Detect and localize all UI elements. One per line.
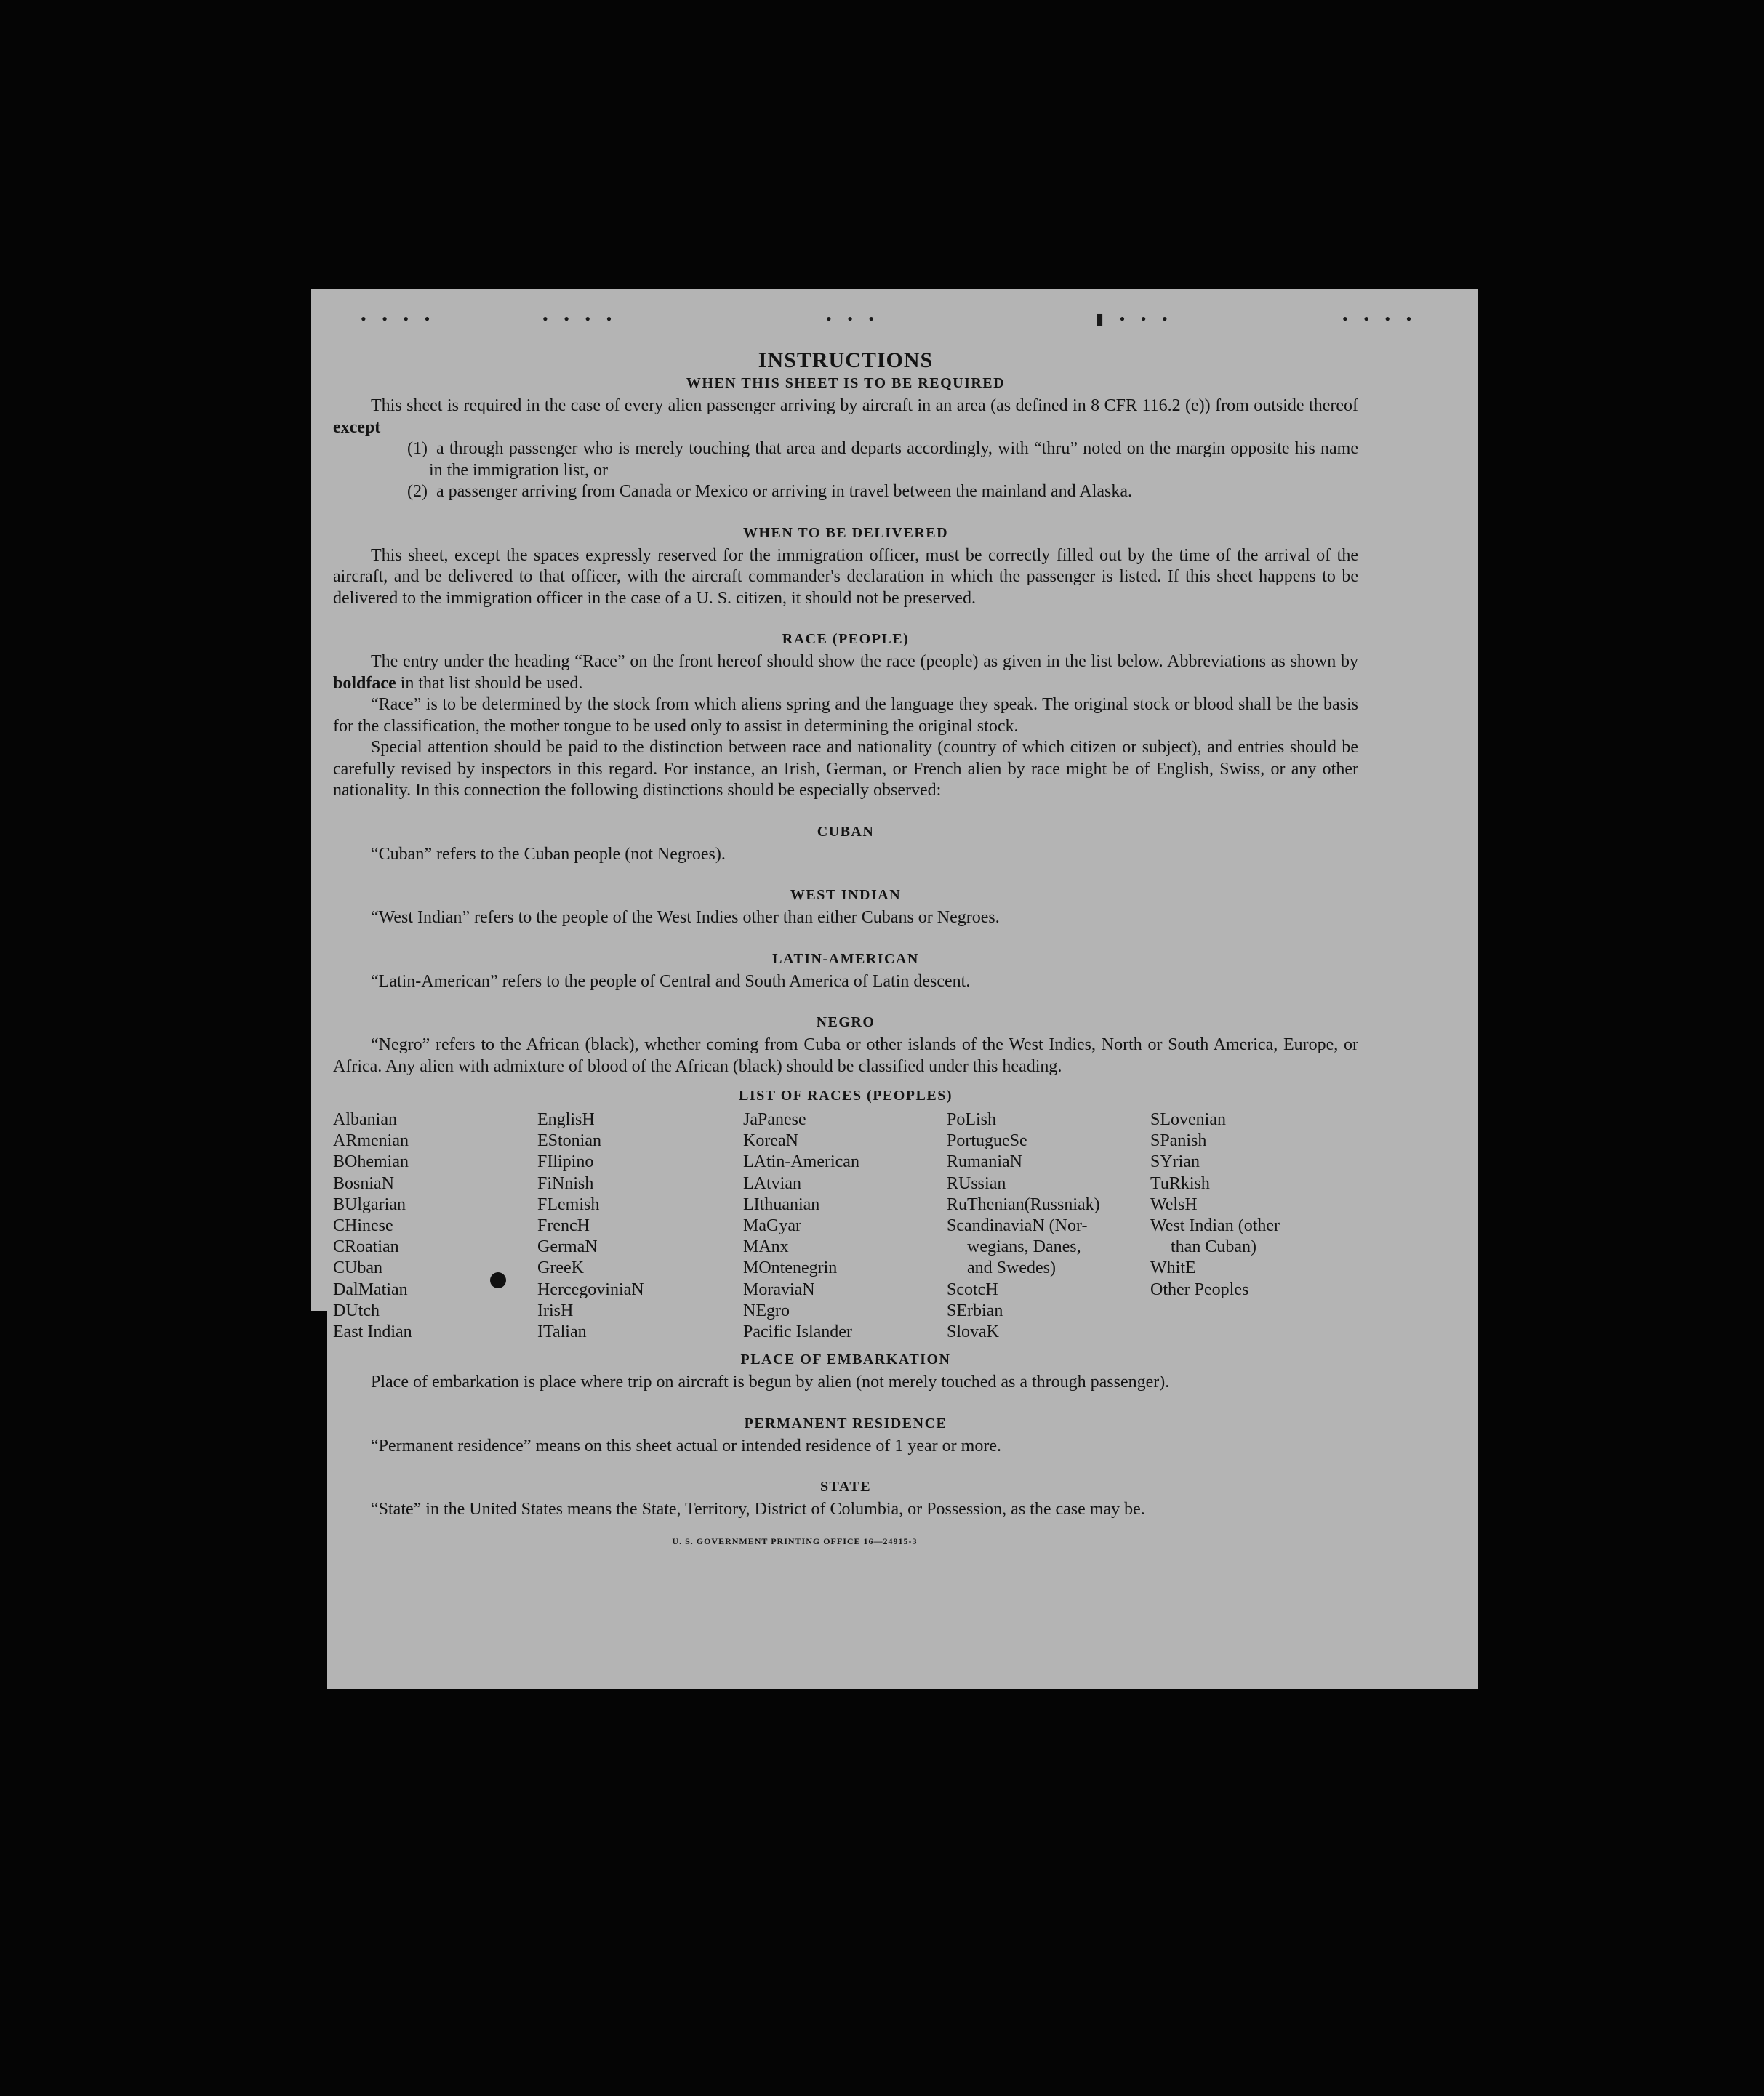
race-list-item: FLemish xyxy=(537,1194,600,1214)
latin-american-text: “Latin-American” refers to the people of Central and South America of Latin descent. xyxy=(371,971,971,991)
race-list-item: and Swedes) xyxy=(967,1258,1056,1278)
section-heading-race: RACE (PEOPLE) xyxy=(782,631,910,647)
section-heading-cuban: CUBAN xyxy=(817,823,875,840)
race-list-item: CRoatian xyxy=(333,1237,399,1257)
race-list-item: DalMatian xyxy=(333,1280,408,1299)
race-list-item: MaGyar xyxy=(743,1216,801,1236)
race-list-item: HercegoviniaN xyxy=(537,1280,644,1299)
race-list-item: ITalian xyxy=(537,1322,587,1342)
race-list-column-3 xyxy=(743,1109,947,1343)
cuban-text: “Cuban” refers to the Cuban people (not Negroes). xyxy=(371,844,726,864)
printer-imprint: U. S. GOVERNMENT PRINTING OFFICE 16—24915-3 xyxy=(672,1535,918,1546)
race-list xyxy=(333,1109,1358,1343)
race-paragraph-1: The entry under the heading “Race” on the front hereof should show the race (people) as given in the list below. Abbreviations as shown by boldface in that list should be used. xyxy=(333,652,1358,693)
residence-text: “Permanent residence” means on this sheet actual or intended residence of 1 year or more. xyxy=(371,1436,1001,1455)
race-list-item: GreeK xyxy=(537,1258,584,1278)
race-list-item: SlovaK xyxy=(947,1322,999,1342)
race-list-item: BUlgarian xyxy=(333,1194,406,1214)
section-heading-state: STATE xyxy=(819,1479,872,1495)
exception-item-2: (2) a passenger arriving from Canada or Mexico or arriving in travel between the mainland and Alaska. xyxy=(407,482,1132,501)
race-list-item: BOhemian xyxy=(333,1152,409,1172)
instructions-content xyxy=(333,348,1358,1552)
embarkation-text: Place of embarkation is place where trip on aircraft is begun by alien (not merely touched as a through passenger). xyxy=(371,1373,1170,1392)
delivered-text: This sheet, except the spaces expressly reserved for the immigration officer, must be correctly filled out by the time of the arrival of the aircraft, and be delivered to that officer, with the aircraft commander's declaration in which the passenger is listed. If this sheet happens to be delivered to the immigration officer in the case of a U. S. citizen, it should not be preserved. xyxy=(333,545,1358,608)
punch-marks: • • • • • • • • • • • ▮ • • • • • • • xyxy=(361,310,1418,328)
section-heading-negro: NEGRO xyxy=(816,1014,875,1030)
page-title: INSTRUCTIONS xyxy=(758,348,934,372)
race-list-item: SPanish xyxy=(1150,1131,1207,1151)
race-list-item: Pacific Islander xyxy=(743,1322,852,1342)
race-list-item: PoLish xyxy=(947,1110,997,1129)
race-list-item: MOntenegrin xyxy=(743,1258,838,1278)
race-list-item: SLovenian xyxy=(1150,1110,1226,1129)
race-list-item: BosniaN xyxy=(333,1173,394,1193)
race-list-item: MoraviaN xyxy=(743,1280,815,1299)
race-list-item: FiNnish xyxy=(537,1173,594,1193)
race-list-item: West Indian (other xyxy=(1150,1216,1280,1236)
race-list-item: RuThenian(Russniak) xyxy=(947,1194,1100,1214)
race-list-item: LIthuanian xyxy=(743,1194,820,1214)
race-list-item: SErbian xyxy=(947,1301,1003,1320)
race-list-item: LAtin-American xyxy=(743,1152,859,1172)
race-list-item: RumaniaN xyxy=(947,1152,1022,1172)
race-list-item: ARmenian xyxy=(333,1131,409,1151)
section-heading-latin-american: LATIN-AMERICAN xyxy=(772,950,919,967)
race-list-column-4 xyxy=(947,1109,1150,1343)
section-heading-west-indian: WEST INDIAN xyxy=(790,887,902,903)
required-intro: This sheet is required in the case of every alien passenger arriving by aircraft in an area (as defined in 8 CFR 116.2 (e)) from outside thereof except xyxy=(333,396,1358,437)
race-list-column-5 xyxy=(1150,1109,1354,1343)
section-heading-required: WHEN THIS SHEET IS TO BE REQUIRED xyxy=(686,375,1006,391)
section-heading-delivered: WHEN TO BE DELIVERED xyxy=(742,524,949,541)
section-heading-embarkation: PLACE OF EMBARKATION xyxy=(740,1352,951,1368)
negro-text: “Negro” refers to the African (black), whether coming from Cuba or other islands of the West Indies, North or South America, Europe, or Africa. Any alien with admixture of blood of the African (black) should be classified under this heading. xyxy=(333,1035,1358,1076)
race-list-item: GermaN xyxy=(537,1237,598,1257)
state-text: “State” in the United States means the State, Territory, District of Columbia, or Possession, as the case may be. xyxy=(371,1500,1145,1519)
race-list-item: MAnx xyxy=(743,1237,789,1257)
race-list-item: EStonian xyxy=(537,1131,601,1151)
race-list-item: SYrian xyxy=(1150,1152,1200,1172)
race-list-item: TuRkish xyxy=(1150,1173,1210,1193)
west-indian-text: “West Indian” refers to the people of the West Indies other than either Cubans or Negroes. xyxy=(371,908,1000,927)
race-list-item: KoreaN xyxy=(743,1131,798,1151)
section-heading-residence: PERMANENT RESIDENCE xyxy=(744,1415,947,1432)
race-list-item: FrencH xyxy=(537,1216,590,1236)
race-list-item: WhitE xyxy=(1150,1258,1196,1278)
race-list-item: wegians, Danes, xyxy=(967,1237,1081,1257)
race-list-item: Albanian xyxy=(333,1110,397,1129)
race-paragraph-3: Special attention should be paid to the distinction between race and nationality (country of which citizen or subject), and entries should be carefully revised by inspectors in this regard. For instance, an Irish, German, or French alien by race might be of English, Swiss, or any other nationality. In this connection the following distinctions should be especially observed: xyxy=(333,738,1358,800)
race-list-item: CHinese xyxy=(333,1216,393,1236)
exception-item-1: (1) a through passenger who is merely touching that area and departs accordingly, with “thru” noted on the margin opposite his name in the immigration list, or xyxy=(407,439,1358,480)
race-list-item: than Cuban) xyxy=(1171,1237,1256,1257)
race-list-item: JaPanese xyxy=(743,1110,806,1129)
race-list-item: ScandinaviaN (Nor- xyxy=(947,1216,1088,1236)
race-list-item: FIlipino xyxy=(537,1152,594,1172)
sheet-edge-shadow xyxy=(311,1311,327,1689)
race-list-item: IrisH xyxy=(537,1301,574,1320)
document-sheet xyxy=(311,289,1478,1689)
race-list-item: LAtvian xyxy=(743,1173,801,1193)
race-paragraph-2: “Race” is to be determined by the stock from which aliens spring and the language they speak. The original stock or blood shall be the basis for the classification, the mother tongue to be used only to assist in determining the original stock. xyxy=(333,695,1358,736)
race-list-item: Other Peoples xyxy=(1150,1280,1249,1299)
race-list-item: DUtch xyxy=(333,1301,380,1320)
race-list-item: NEgro xyxy=(743,1301,790,1320)
section-heading-race-list: LIST OF RACES (PEOPLES) xyxy=(738,1088,953,1104)
race-list-column-1 xyxy=(333,1109,537,1343)
race-list-item: East Indian xyxy=(333,1322,412,1342)
race-list-item: RUssian xyxy=(947,1173,1006,1193)
race-list-item: CUban xyxy=(333,1258,382,1278)
race-list-item: PortugueSe xyxy=(947,1131,1027,1151)
race-list-item: ScotcH xyxy=(947,1280,998,1299)
race-list-item: WelsH xyxy=(1150,1194,1198,1214)
race-list-item: EnglisH xyxy=(537,1110,595,1129)
race-list-column-2 xyxy=(537,1109,743,1343)
